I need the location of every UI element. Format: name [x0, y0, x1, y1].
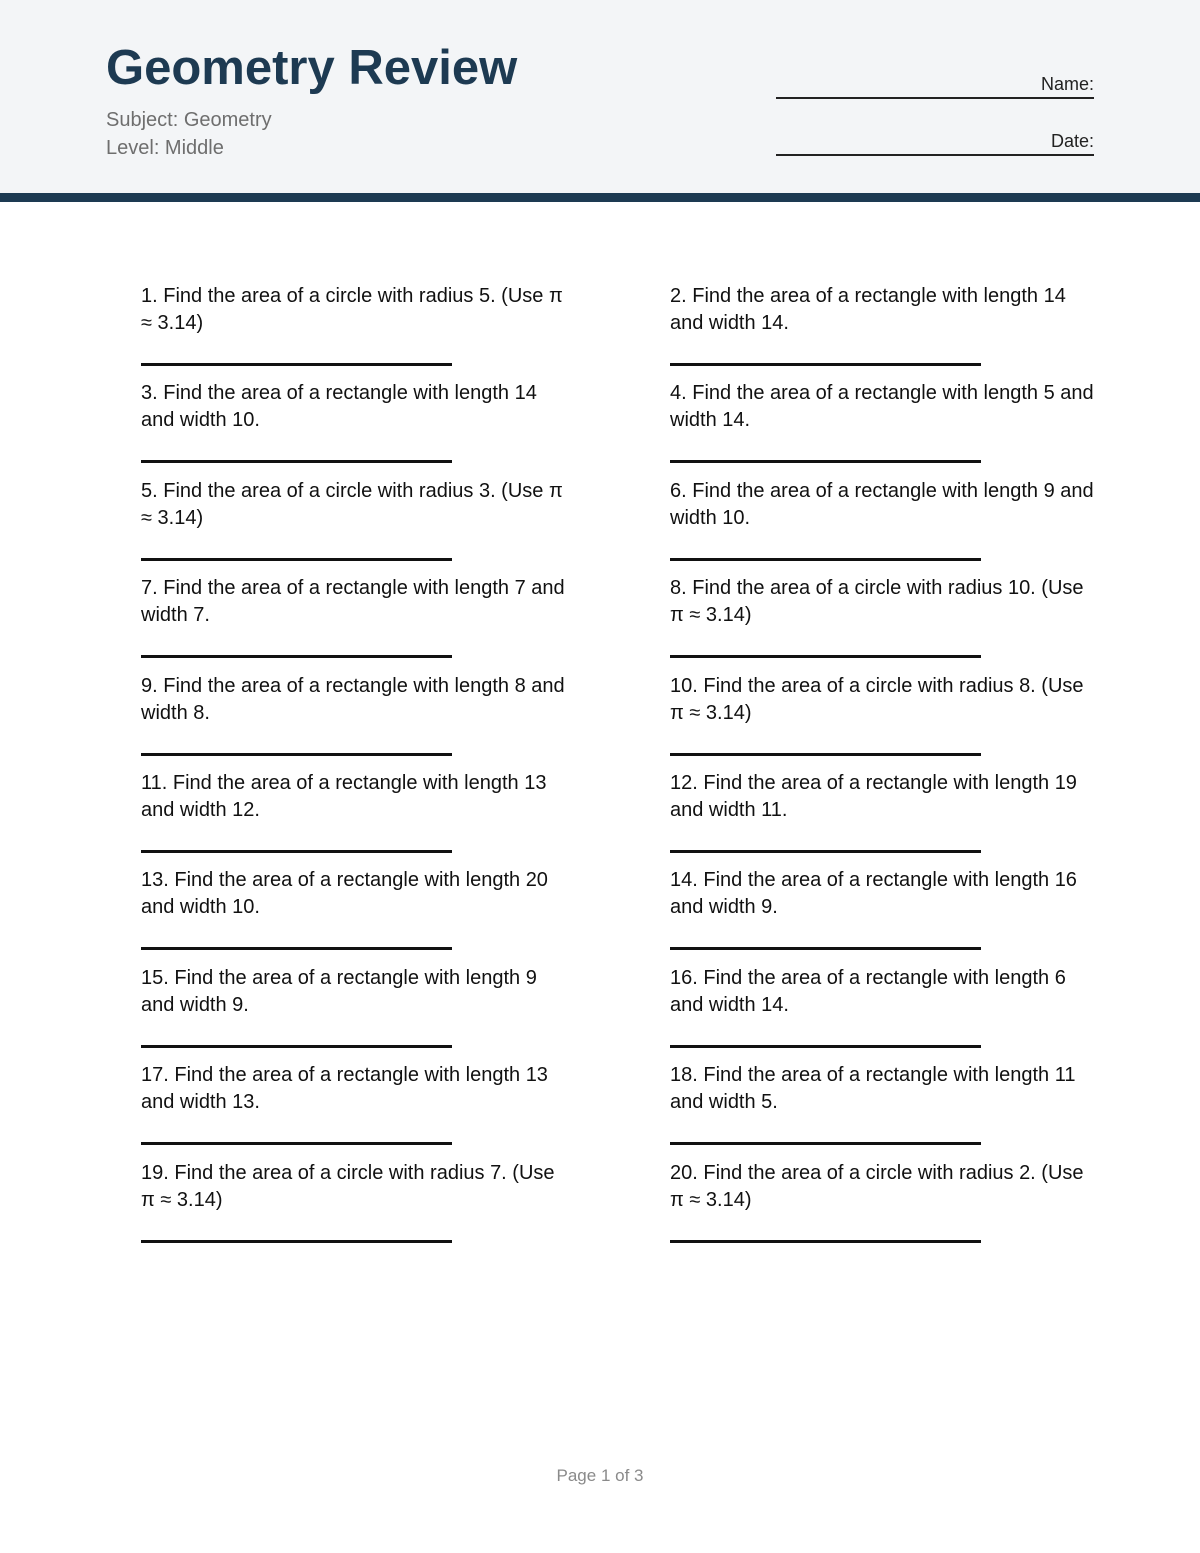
header-divider [0, 193, 1200, 202]
date-label: Date: [1050, 131, 1094, 151]
answer-line[interactable] [670, 655, 981, 658]
question-text: 1. Find the area of a circle with radius 5. (Use π ≈ 3.14) [141, 285, 563, 334]
question-item [670, 1160, 1100, 1257]
question-item [670, 575, 1100, 672]
answer-line[interactable] [141, 460, 452, 463]
question-item [670, 673, 1100, 770]
answer-line[interactable] [670, 947, 981, 950]
question-item [670, 283, 1100, 380]
question-text: 15. Find the area of a rectangle with length 9 and width 9. [141, 966, 537, 1016]
question-item [141, 1160, 571, 1257]
question-text: 12. Find the area of a rectangle with length 19 and width 11. [670, 771, 1077, 821]
answer-line[interactable] [141, 1045, 452, 1048]
question-item [670, 770, 1100, 867]
answer-line[interactable] [141, 558, 452, 561]
answer-line[interactable] [670, 753, 981, 756]
answer-line[interactable] [141, 753, 452, 756]
question-item [670, 380, 1100, 477]
question-item [141, 965, 571, 1062]
question-text: 9. Find the area of a rectangle with length 8 and width 8. [141, 674, 565, 724]
level-label: Level: Middle [106, 137, 224, 159]
question-text: 10. Find the area of a circle with radius 8. (Use π ≈ 3.14) [670, 674, 1084, 724]
question-grid [141, 283, 1101, 1257]
answer-line[interactable] [670, 558, 981, 561]
answer-line[interactable] [141, 363, 452, 366]
question-text: 7. Find the area of a rectangle with length 7 and width 7. [141, 577, 565, 627]
name-field[interactable] [776, 74, 1094, 99]
answer-line[interactable] [670, 850, 981, 853]
answer-line[interactable] [141, 850, 452, 853]
question-text: 16. Find the area of a rectangle with length 6 and width 14. [670, 966, 1066, 1016]
worksheet-title: Geometry Review [106, 41, 518, 95]
question-item [670, 478, 1100, 575]
date-field[interactable] [776, 131, 1094, 156]
question-text: 20. Find the area of a circle with radius 2. (Use π ≈ 3.14) [670, 1161, 1084, 1211]
question-item [141, 770, 571, 867]
question-item [141, 867, 571, 964]
question-text: 4. Find the area of a rectangle with length 5 and width 14. [670, 382, 1094, 432]
subject-label: Subject: Geometry [106, 109, 272, 131]
question-item [141, 673, 571, 770]
answer-line[interactable] [141, 1142, 452, 1145]
question-text: 3. Find the area of a rectangle with length 14 and width 10. [141, 382, 537, 432]
answer-line[interactable] [670, 1142, 981, 1145]
answer-line[interactable] [670, 363, 981, 366]
answer-line[interactable] [141, 655, 452, 658]
question-text: 18. Find the area of a rectangle with length 11 and width 5. [670, 1064, 1076, 1114]
question-item [141, 575, 571, 672]
question-item [141, 1062, 571, 1159]
question-item [141, 478, 571, 575]
question-text: 11. Find the area of a rectangle with length 13 and width 12. [141, 771, 547, 821]
answer-line[interactable] [670, 460, 981, 463]
question-item [141, 380, 571, 477]
answer-line[interactable] [141, 1240, 452, 1243]
question-text: 13. Find the area of a rectangle with length 20 and width 10. [141, 869, 548, 919]
question-item [141, 283, 571, 380]
question-item [670, 965, 1100, 1062]
question-text: 14. Find the area of a rectangle with length 16 and width 9. [670, 869, 1077, 919]
answer-line[interactable] [670, 1045, 981, 1048]
answer-line[interactable] [141, 947, 452, 950]
question-text: 19. Find the area of a circle with radius 7. (Use π ≈ 3.14) [141, 1161, 555, 1211]
name-label: Name: [1040, 74, 1094, 94]
question-item [670, 1062, 1100, 1159]
question-text: 6. Find the area of a rectangle with length 9 and width 10. [670, 479, 1094, 529]
question-text: 17. Find the area of a rectangle with length 13 and width 13. [141, 1064, 548, 1114]
question-text: 8. Find the area of a circle with radius 10. (Use π ≈ 3.14) [670, 577, 1084, 627]
question-text: 5. Find the area of a circle with radius 3. (Use π ≈ 3.14) [141, 479, 563, 529]
question-text: 2. Find the area of a rectangle with length 14 and width 14. [670, 285, 1066, 334]
answer-line[interactable] [670, 1240, 981, 1243]
question-item [670, 867, 1100, 964]
page-number: Page 1 of 3 [556, 1466, 644, 1485]
